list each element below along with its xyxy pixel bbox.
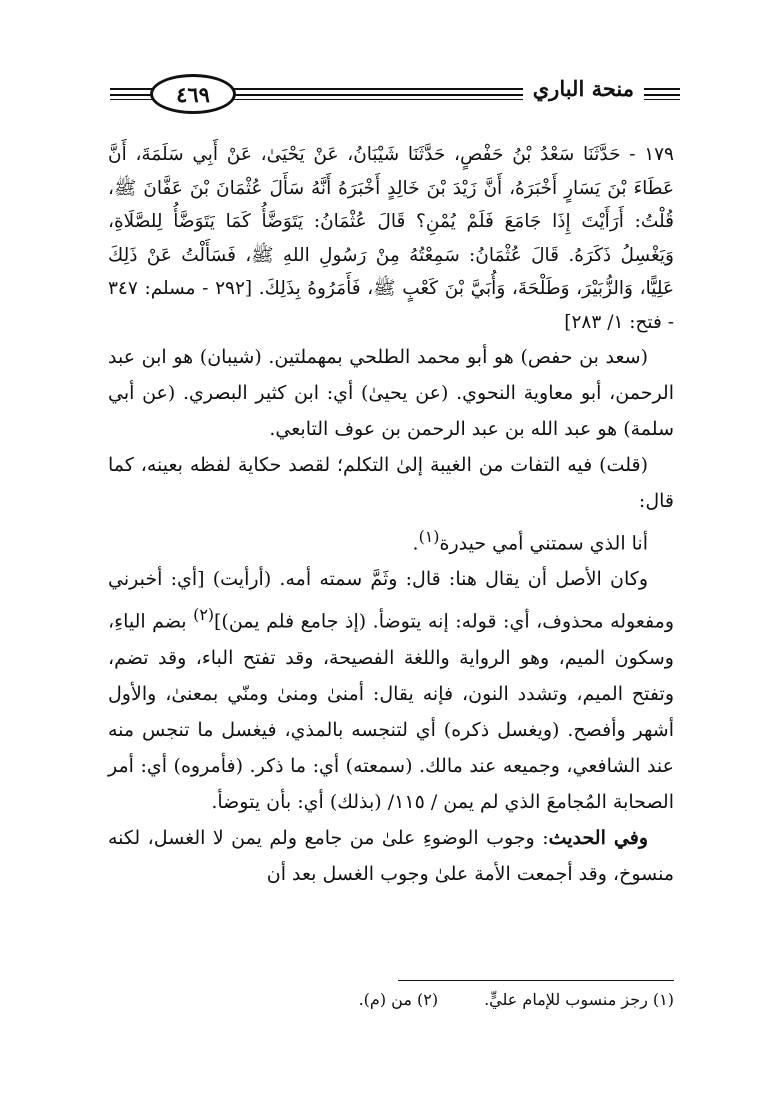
page-header — [110, 74, 680, 114]
running-title: منحة الباري — [523, 76, 644, 101]
verse-text: أنا الذي سمتني أمي حيدرة — [439, 532, 648, 555]
page-number: ٤٦٩ — [150, 74, 236, 114]
footnote-separator — [398, 980, 674, 981]
commentary-paragraph: (سعد بن حفص) هو أبو محمد الطلحي بمهملتين. (شيبان) هو ابن عبد الرحمن، أبو معاوية النحوي. (عن يحيىٰ) أي: ابن كثير البصري. (عن أبي سلمة) هو عبد الله بن عبد الرحمن بن عوف التابعي. — [108, 346, 674, 440]
commentary-text: بضم الياءِ، وسكون الميم، وهو الرواية واللغة الفصيحة، وقد تفتح الباء، وقد تضم، وتفتح الميم، وتشدد النون، فإنه يقال: أمنىٰ ومنىٰ ومنّي بمعنىٰ، والأول أشهر وأفصح. (ويغسل ذكره) أي لتنجسه بالمذي، فيغسل ما تنجس منه عند الشافعي، وجميعه عند مالك. (سمعته) أي: ما ذكر. (فأمروه) أي: أمر الصحابة المُجامعَ الذي لم يمن / ١١٥/ (بذلك) أي: بأن يتوضأ. — [108, 610, 674, 813]
commentary-paragraph: (قلت) فيه التفات من الغيبة إلىٰ التكلم؛ لقصد حكاية لفظه بعينه، كما قال: — [108, 454, 674, 512]
footnote-marker: (٢) — [193, 605, 215, 625]
commentary-text: : وجوب الوضوءِ علىٰ من جامع ولم يمن لا الغسل، لكنه منسوخ، وقد أجمعت الأمة علىٰ وجوب الغسل بعد أن — [108, 826, 674, 885]
commentary-paragraph — [108, 561, 674, 819]
commentary-paragraph — [108, 820, 674, 892]
footnote-2: (٢) من (م). — [358, 990, 439, 1009]
footnote-1: (١) رجز منسوب للإمام عليٍّ. — [484, 990, 674, 1009]
hadith-text: ١٧٩ - حَدَّثَنَا سَعْدُ بْنُ حَفْصٍ، حَدَّثَنَا شَيْبَانُ، عَنْ يَحْيَىٰ، عَنْ أَبِي سَلَمَةَ، أَنَّ عَطَاءَ بْنَ يَسَارٍ أَخْبَرَهُ، أَنَّ زَيْدَ بْنَ خَالِدٍ أَخْبَرَهُ أَنَّهُ سَأَلَ عُثْمَانَ بْنَ عَفَّانَ ﷺ، قُلْتُ: أَرَأَيْتَ إِذَا جَامَعَ فَلَمْ يُمْنِ؟ قَالَ عُثْمَانُ: يَتَوَضَّأُ كَمَا يَتَوَضَّأُ لِلصَّلَاةِ، وَيَغْسِلُ ذَكَرَهُ. قَالَ عُثْمَانُ: سَمِعْتُهُ مِنْ رَسُولِ اللهِ ﷺ، فَسَأَلْتُ عَنْ ذَلِكَ عَلِيًّا، وَالزُّبَيْرَ، وَطَلْحَةَ، وَأُبَيَّ بْنَ كَعْبٍ ﷺ، فَأَمَرُوهُ بِذَلِكَ. [٢٩٢ - مسلم: ٣٤٧ - فتح: ١/ ٢٨٣] — [108, 144, 674, 333]
footnote-marker: (١) — [418, 527, 440, 546]
commentary-text: وكان الأصل أن يقال هنا: قال: وثَمَّ سمته أمه. (أرأيت) [أي: أخبرني ومفعوله محذوف، أي: قوله: إنه يتوضأ. (إذ جامع فلم يمن)] — [108, 568, 674, 633]
section-lead: وفي الحديث — [548, 826, 648, 849]
verse-line: أنا الذي سمتني أمي حيدرة$^{(١)}$. — [412, 527, 648, 555]
footnotes — [108, 990, 674, 1009]
page-body — [108, 138, 674, 892]
